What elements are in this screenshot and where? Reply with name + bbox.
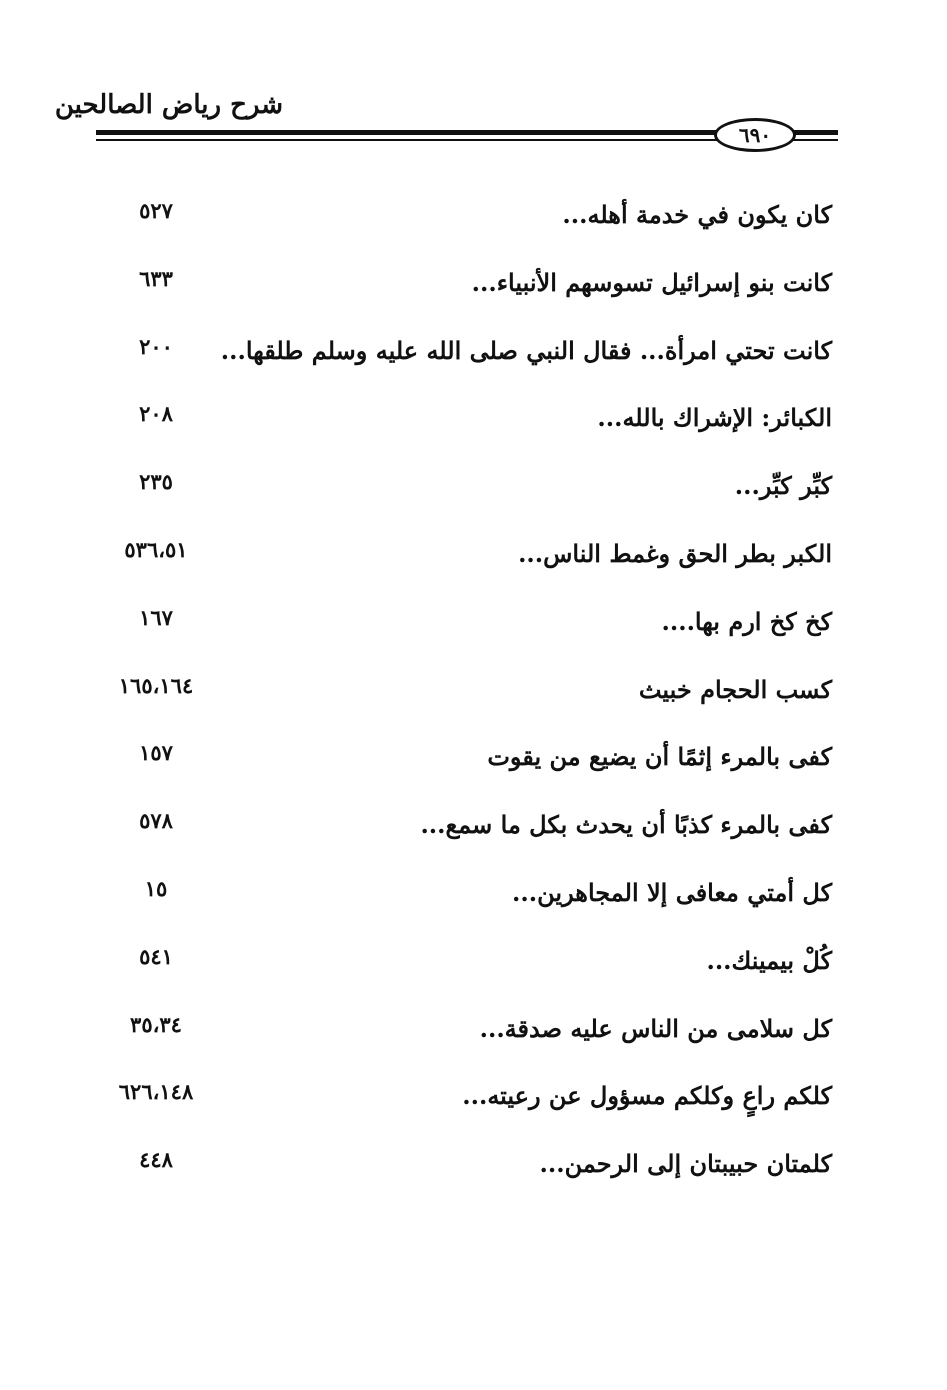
index-entry-text: كسب الحجام خبيث (638, 674, 832, 704)
index-row (96, 395, 838, 463)
index-page-ref: ٤٤٨ (139, 1147, 173, 1173)
index-entry-text: كُلْ بيمينك... (706, 945, 832, 975)
index-page-ref: ١٥ (144, 875, 168, 901)
index-row (96, 328, 838, 396)
hadith-index-list (96, 192, 838, 1209)
index-page-ref: ٣٥،٣٤ (130, 1011, 182, 1037)
index-row (96, 1141, 838, 1209)
index-page-ref: ٥٢٧ (139, 198, 173, 223)
index-page-ref: ٥٧٨ (139, 808, 173, 834)
index-page-ref: ٦٢٦،١٤٨ (118, 1079, 194, 1105)
index-row (96, 260, 838, 328)
page-number-badge: ٦٩٠ (714, 118, 796, 152)
index-entry-text: كفى بالمرء إثمًا أن يضيع من يقوت (487, 742, 832, 772)
index-row (96, 667, 838, 735)
index-entry-text: كبِّر كبِّر... (734, 471, 832, 501)
index-row (96, 192, 838, 260)
index-page-ref: ١٦٥،١٦٤ (118, 672, 194, 698)
index-row (96, 531, 838, 599)
index-entry-text: كان يكون في خدمة أهله... (562, 200, 832, 229)
index-row (96, 938, 838, 1006)
index-row (96, 599, 838, 667)
index-entry-text: كلكم راعٍ وكلكم مسؤول عن رعيته... (462, 1081, 832, 1111)
page-header (54, 88, 838, 158)
index-row (96, 734, 838, 802)
index-page-ref: ٦٣٣ (139, 265, 173, 291)
index-row (96, 1073, 838, 1141)
index-row (96, 1006, 838, 1074)
index-page-ref: ٥٣٦،٥١ (124, 536, 188, 562)
index-entry-text: كل سلامى من الناس عليه صدقة... (479, 1013, 832, 1043)
index-page-ref: ١٥٧ (139, 740, 173, 766)
index-row (96, 802, 838, 870)
index-entry-text: الكبائر: الإشراك بالله... (597, 403, 832, 433)
index-page-ref: ٥٤١ (139, 943, 173, 969)
index-entry-text: كفى بالمرء كذبًا أن يحدث بكل ما سمع... (420, 810, 832, 840)
index-page-ref: ٢٣٥ (139, 469, 173, 495)
index-entry-text: كخ كخ ارم بها.... (661, 606, 832, 636)
index-entry-text: كل أمتي معافى إلا المجاهرين... (512, 877, 832, 907)
index-page-ref: ٢٠٠ (139, 333, 173, 359)
index-row (96, 870, 838, 938)
index-page-ref: ٢٠٨ (139, 401, 173, 427)
index-entry-text: كلمتان حبيبتان إلى الرحمن... (539, 1149, 832, 1179)
index-row (96, 463, 838, 531)
index-page-ref: ١٦٧ (139, 604, 173, 630)
index-entry-text: كانت تحتي امرأة... فقال النبي صلى الله عليه وسلم طلقها... (220, 335, 832, 365)
index-entry-text: كانت بنو إسرائيل تسوسهم الأنبياء... (471, 267, 832, 297)
index-entry-text: الكبر بطر الحق وغمط الناس... (518, 538, 832, 568)
running-title: شرح رياض الصالحين (54, 90, 283, 120)
